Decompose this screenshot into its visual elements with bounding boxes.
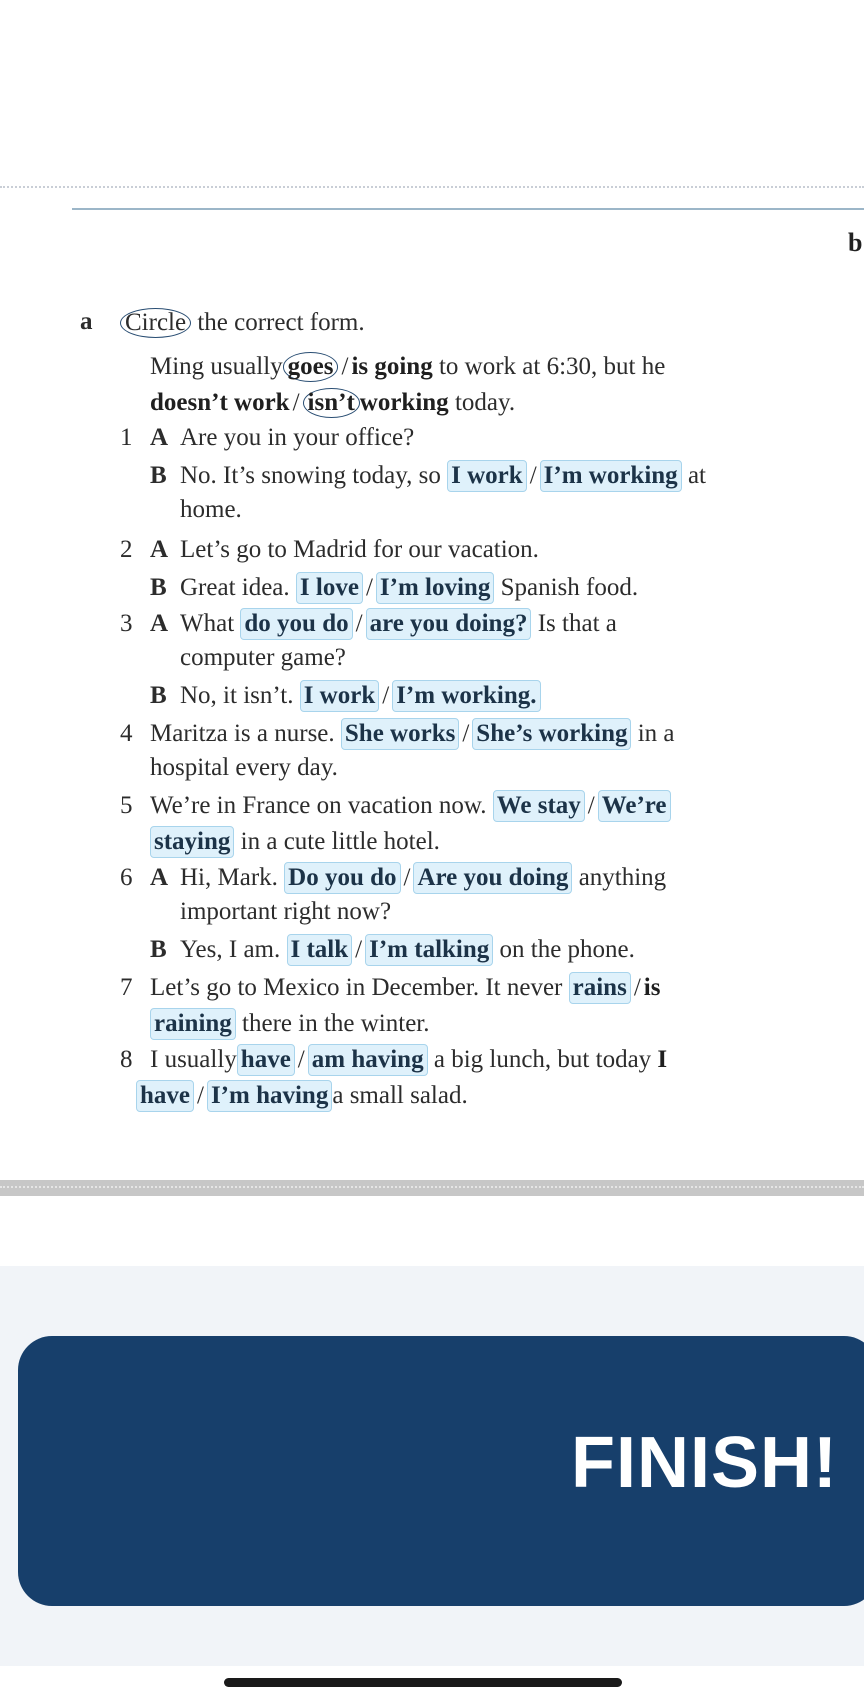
option-shes-working[interactable]: She’s working [472,718,631,750]
example-circled-isnt: isn’t [303,388,360,418]
item-2-b: B Great idea. I love / I’m loving Spanish food. [150,572,638,604]
example-line-2: doesn’t work / isn’t working today. [150,389,516,416]
home-indicator [224,1678,622,1687]
page-bottom-bar [0,1180,864,1196]
item-4: 4 Maritza is a nurse. She works / She’s working in a [120,718,675,750]
option-i-work[interactable]: I work [447,460,527,492]
section-letter: a [80,308,93,335]
instruction-text: the correct form. [197,309,365,336]
option-is-raining-part-2[interactable]: raining [150,1008,236,1040]
option-she-works[interactable]: She works [341,718,459,750]
item-4-cont: hospital every day. [150,754,338,781]
top-rule [72,208,864,210]
option-have[interactable]: have [237,1044,295,1076]
example-option-is-going: is going [351,353,433,380]
option-we-stay[interactable]: We stay [493,790,585,822]
item-7-cont: raining there in the winter. [150,1008,430,1040]
example-circled-goes: goes [283,352,339,382]
option-i-talk[interactable]: I talk [287,934,353,966]
option-are-you-doing[interactable]: are you doing? [366,608,532,640]
example-line-1: Ming usually goes / is going to work at 6:30, but he [150,353,666,380]
item-6-b: B Yes, I am. I talk / I’m talking on the phone. [150,934,635,966]
item-1-a: 1 A Are you in your office? [120,424,415,451]
item-6-a: 6 A Hi, Mark. Do you do / Are you doing anything [120,862,666,894]
finish-button-label[interactable]: FINISH! [571,1423,838,1503]
side-letter: b [848,228,863,257]
top-dotted-divider [0,186,864,188]
page-bottom-dots [0,1186,864,1188]
option-im-talking[interactable]: I’m talking [365,934,493,966]
option-i-work-2[interactable]: I work [300,680,380,712]
option-im-working[interactable]: I’m working [540,460,682,492]
item-8: 8 I usually have / am having a big lunch, but today I [120,1044,667,1076]
option-were-staying-part-2[interactable]: staying [150,826,234,858]
option-do-you-do-2[interactable]: Do you do [284,862,400,894]
item-3-a-cont: computer game? [180,644,346,671]
option-am-having[interactable]: am having [308,1044,428,1076]
item-1-b-cont: home. [180,496,242,523]
example-option-doesnt-work: doesn’t work [150,389,290,416]
option-are-you-doing-2[interactable]: Are you doing [413,862,572,894]
item-3-a: 3 A What do you do / are you doing? Is that a [120,608,617,640]
option-were-staying-part-1[interactable]: We’re [598,790,671,822]
item-7: 7 Let’s go to Mexico in December. It never rains / is [120,972,660,1004]
option-im-loving[interactable]: I’m loving [376,572,494,604]
option-rains[interactable]: rains [569,972,631,1004]
item-5: 5 We’re in France on vacation now. We stay / We’re [120,790,671,822]
option-im-working-2[interactable]: I’m working. [392,680,540,712]
option-im-having[interactable]: I’m having [207,1080,332,1112]
option-is-raining-part-1[interactable]: is [643,974,661,1001]
item-8-cont: have / I’m having a small salad. [136,1080,468,1112]
option-i-love[interactable]: I love [296,572,363,604]
item-5-cont: staying in a cute little hotel. [150,826,440,858]
item-6-a-cont: important right now? [180,898,392,925]
item-3-b: B No, it isn’t. I work / I’m working. [150,680,541,712]
item-1-b: B No. It’s snowing today, so I work / I’m working at [150,460,706,492]
circled-word: Circle [120,308,191,338]
item-2-a: 2 A Let’s go to Madrid for our vacation. [120,536,539,563]
option-do-you-do[interactable]: do you do [240,608,352,640]
option-have-2[interactable]: have [136,1080,194,1112]
